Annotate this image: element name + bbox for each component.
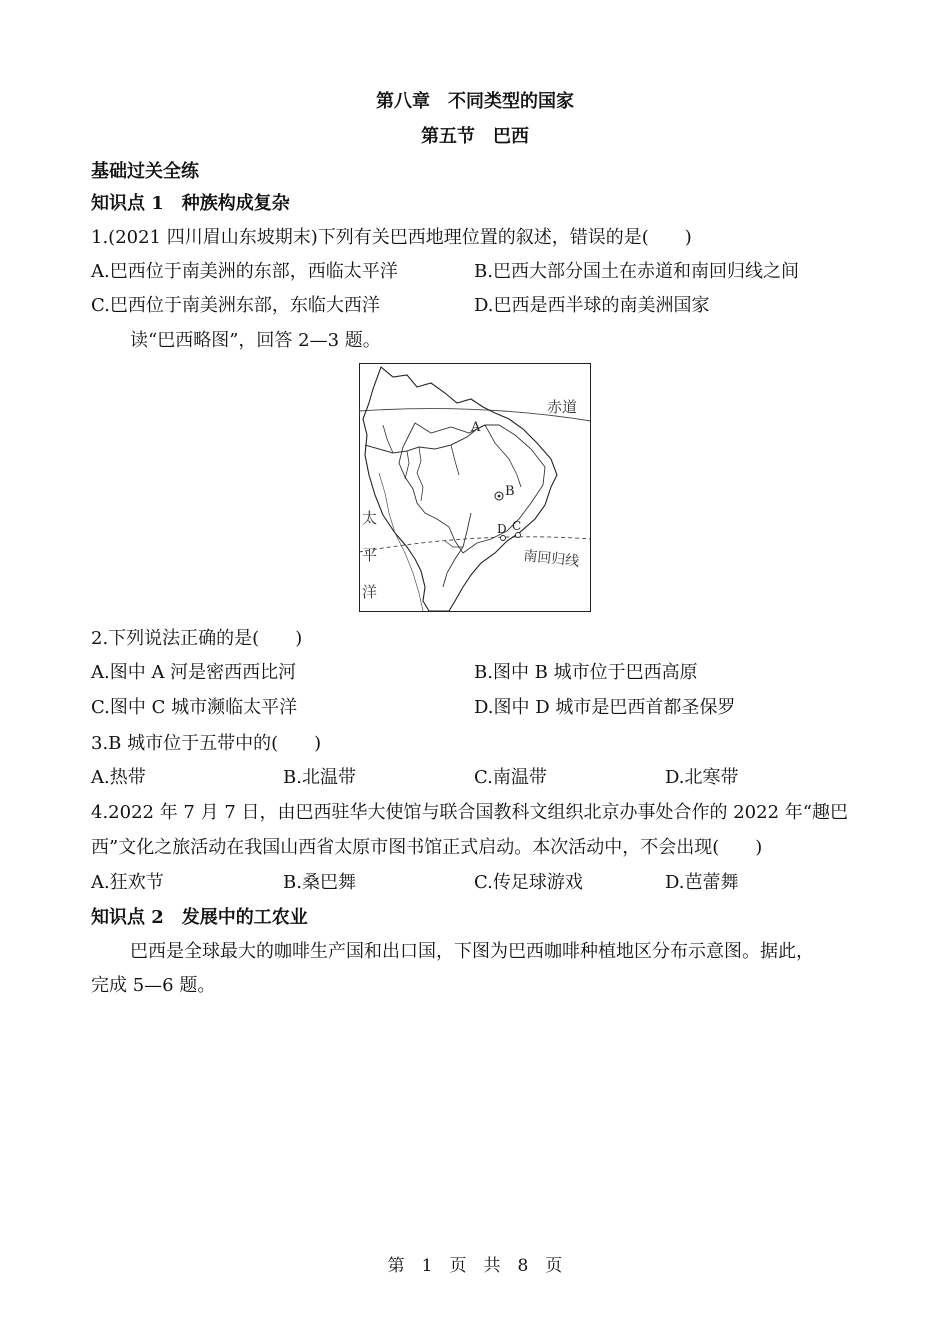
ocean-char-1: 太 [362, 509, 378, 527]
q3-option-b: B.北温带 [283, 767, 356, 788]
chapter-title: 第八章 不同类型的国家 [376, 91, 574, 112]
q1-option-d: D.巴西是西半球的南美洲国家 [474, 295, 710, 316]
knowledge-point-1: 知识点 1 种族构成复杂 [91, 193, 290, 214]
q2-option-a: A.图中 A 河是密西西比河 [91, 662, 297, 683]
label-b: B [505, 484, 515, 499]
q3-stem: 3.B 城市位于五带中的( ) [91, 733, 322, 754]
city-b-dot [498, 495, 501, 498]
q1-option-a: A.巴西位于南美洲的东部，西临太平洋 [91, 261, 398, 282]
q4-stem-line1: 4.2022 年 7 月 7 日，由巴西驻华大使馆与联合国教科文组织北京办事处合作的 2022 年“趣巴 [91, 802, 848, 823]
brazil-map [359, 363, 591, 612]
knowledge-point-2: 知识点 2 发展中的工农业 [91, 907, 308, 928]
q4-option-c: C.传足球游戏 [474, 872, 583, 893]
city-d-marker [501, 536, 506, 541]
ocean-char-2: 平 [362, 546, 378, 564]
intro-line-2: 完成 5—6 题。 [91, 975, 216, 996]
q4-option-d: D.芭蕾舞 [665, 872, 739, 893]
q4-option-a: A.狂欢节 [91, 872, 164, 893]
q4-stem-line2: 西”文化之旅活动在我国山西省太原市图书馆正式启动。本次活动中，不会出现( ) [91, 837, 763, 858]
practice-heading: 基础过关全练 [91, 161, 199, 182]
label-a: A [471, 420, 481, 435]
q1-option-b: B.巴西大部分国土在赤道和南回归线之间 [474, 261, 799, 282]
q3-option-d: D.北寒带 [665, 767, 739, 788]
q2-option-b: B.图中 B 城市位于巴西高原 [474, 662, 698, 683]
q2-option-d: D.图中 D 城市是巴西首都圣保罗 [474, 697, 736, 718]
read-prompt: 读“巴西略图”，回答 2—3 题。 [130, 330, 381, 351]
label-d: D [497, 522, 507, 536]
city-c-marker [516, 533, 521, 538]
q4-option-b: B.桑巴舞 [283, 872, 356, 893]
q2-option-c: C.图中 C 城市濒临太平洋 [91, 697, 298, 718]
page-footer: 第 1 页 共 8 页 [387, 1256, 563, 1276]
q3-option-c: C.南温带 [474, 767, 547, 788]
equator-label: 赤道 [547, 398, 578, 416]
section-title: 第五节 巴西 [421, 126, 529, 147]
ocean-char-3: 洋 [362, 583, 378, 601]
tropic-label: 南回归线 [522, 548, 580, 570]
label-c: C [512, 519, 522, 533]
q3-option-a: A.热带 [91, 767, 146, 788]
intro-line-1: 巴西是全球最大的咖啡生产国和出口国，下图为巴西咖啡种植地区分布示意图。据此， [130, 941, 814, 962]
q1-option-c: C.巴西位于南美洲东部，东临大西洋 [91, 295, 380, 316]
q1-stem: 1.(2021 四川眉山东坡期末)下列有关巴西地理位置的叙述，错误的是( ) [91, 227, 692, 248]
q2-stem: 2.下列说法正确的是( ) [91, 628, 303, 649]
